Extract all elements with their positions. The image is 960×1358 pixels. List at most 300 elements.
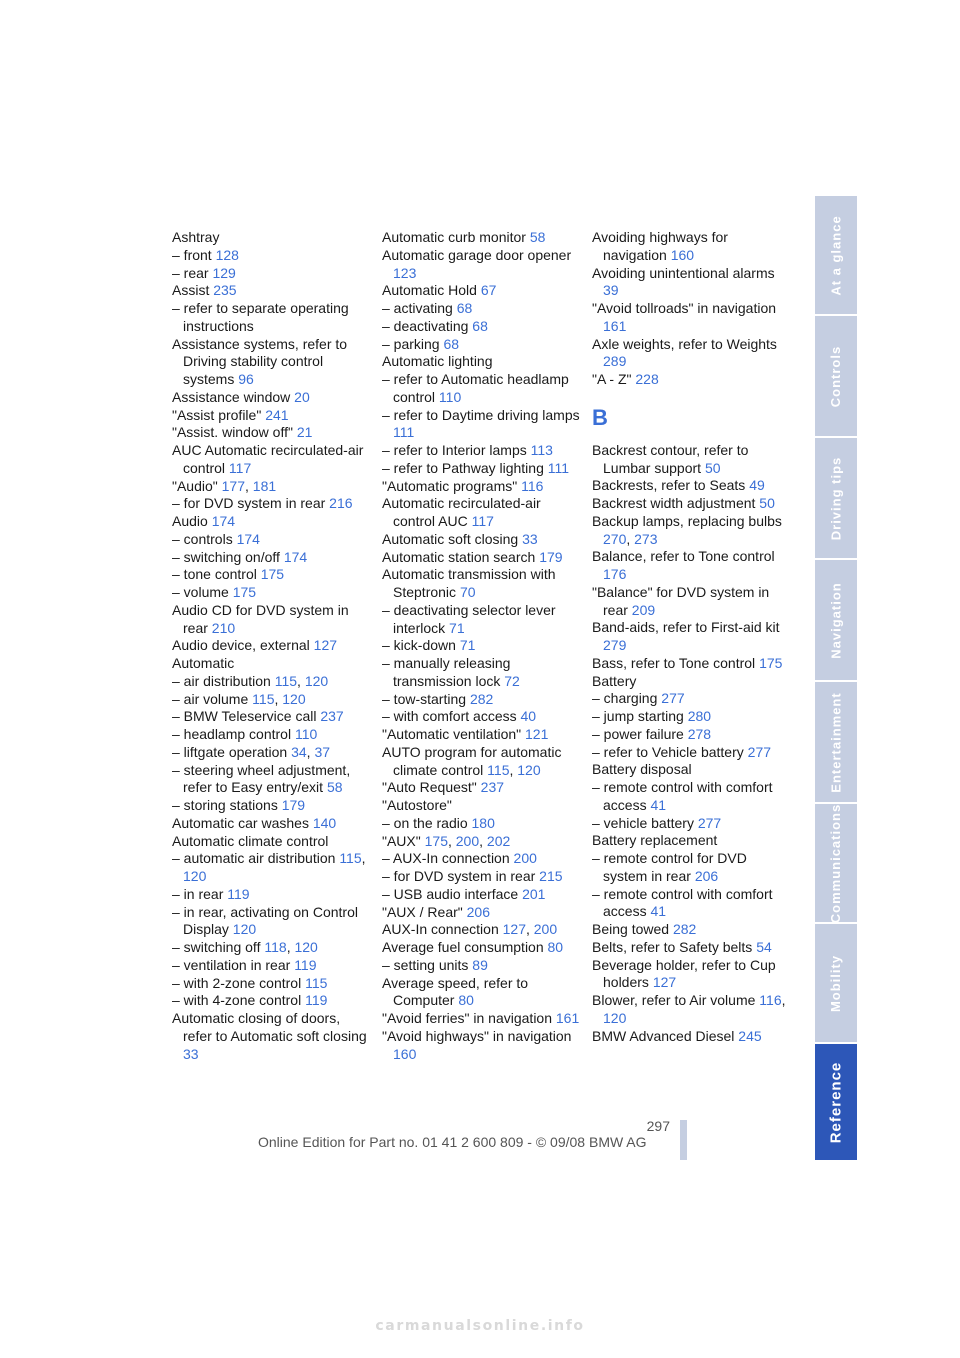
page-reference-link[interactable]: 33 [522,530,538,547]
index-entry [592,726,792,744]
page-reference-link[interactable]: 277 [661,690,685,707]
page-reference-link[interactable]: 200 [533,921,558,938]
page-reference-link[interactable]: 119 [305,992,328,1009]
page-reference-link[interactable]: 200 [455,832,480,849]
page-reference-link[interactable]: 119 [227,885,250,902]
index-entry-text: – refer to Pathway lighting [382,459,544,476]
index-entry [382,904,582,922]
page-reference-link[interactable]: 120 [232,921,257,938]
index-entry [382,318,582,336]
chapter-tab-label: Driving tips [828,456,844,540]
page-reference-link[interactable]: 127 [652,974,677,991]
index-entry [592,939,792,957]
index-entry [592,673,792,691]
index-entry-text: Assistance window [172,388,291,405]
page-reference-link[interactable]: 115 [339,850,362,867]
chapter-tab[interactable] [815,314,857,436]
index-entry [172,637,372,655]
page-reference-link[interactable]: 277 [747,743,772,760]
index-entry-text: Automatic station search [382,548,536,565]
index-entry: – automatic air distribution 115, 120 [172,850,366,884]
chapter-tab[interactable] [815,558,857,680]
page-reference-link[interactable]: 33 [183,1045,199,1062]
index-entry [592,371,792,389]
page-reference-link[interactable]: 176 [603,566,627,582]
index-entry-text: Backrest contour, refer to Lumbar support [592,441,749,476]
index-entry-text: "Audio" [172,477,218,494]
index-entry-text: – remote control with comfort access [592,779,773,813]
page-reference-link[interactable]: 58 [326,779,343,796]
page-reference-link[interactable]: 228 [635,371,659,387]
page-reference-link[interactable]: 119 [294,956,317,973]
index-entry-text: Battery disposal [592,761,692,778]
index-entry [172,265,372,283]
index-entry-text: Automatic garage door opener [382,246,572,263]
page-reference-link[interactable]: 50 [759,495,775,511]
index-entry [382,868,582,886]
index-entry [382,336,582,354]
index-entry [382,531,582,549]
index-entry-text: – refer to Automatic headlamp control [382,371,569,405]
index-entry-text: Balance, refer to Tone control [592,548,775,565]
index-entry: Backup lamps, replacing bulbs 270, 273 [592,512,782,547]
index-entry [592,336,792,372]
index-entry [172,726,372,744]
index-entry [592,779,792,815]
page-reference-link[interactable]: 179 [539,548,563,565]
index-entry [172,566,372,584]
page-reference-link[interactable]: 113 [530,442,553,458]
index-entry-text: – air volume [172,690,249,707]
page-reference-link[interactable]: 116 [759,992,782,1008]
index-entry [592,690,792,708]
index-entry-text: – refer to Daytime driving lamps [382,406,580,423]
page-reference-link[interactable]: 117 [471,513,494,529]
index-entry-text: – with 2-zone control [172,974,302,991]
index-entry [592,477,792,495]
index-entry-text: – activating [382,300,453,316]
page-reference-link[interactable]: 121 [525,726,549,742]
page-reference-link[interactable]: 127 [502,921,526,938]
index-entry-text: – switching off [172,939,261,955]
index-column-1 [172,229,372,1063]
page-reference-link[interactable]: 50 [704,459,721,476]
index-entry-text: Average speed, refer to Computer [382,974,529,1009]
index-entry-text: – BMW Teleservice call [172,708,317,725]
index-entry-text: Belts, refer to Safety belts [592,938,753,955]
index-entry-text: – switching on/off [172,548,280,565]
index-entry [172,815,372,833]
index-entry [382,566,582,602]
index-entry-text: – refer to Vehicle battery [592,743,744,760]
index-entry [172,531,372,549]
page-reference-link[interactable]: 160 [393,1045,417,1062]
page-reference-link[interactable]: 110 [294,726,318,742]
index-entry-text: Automatic transmission with Steptronic [382,566,556,600]
index-entry-text: Automatic lighting [382,353,493,370]
index-entry [172,513,372,531]
index-entry-text: Automatic Hold [382,282,477,299]
page-reference-link[interactable]: 54 [756,938,772,955]
index-entry-text: – AUX-In connection [382,850,510,867]
index-entry [592,229,792,265]
index-entry-text: "AUX" [382,832,421,849]
index-entry [592,300,792,336]
index-entry [382,708,582,726]
index-entry-text: Battery replacement [592,832,718,849]
index-entry [382,549,582,567]
page-reference-link[interactable]: 277 [697,814,722,831]
page-reference-link[interactable]: 127 [313,637,338,654]
page-reference-link[interactable]: 160 [670,246,695,263]
index-entry-text: "Automatic ventilation" [382,726,522,742]
page-reference-link[interactable]: 89 [472,956,488,973]
index-entry-text: – remote control with comfort access [592,885,773,920]
index-entry: – switching off 118, 120 [172,939,318,955]
page-reference-link[interactable]: 71 [449,619,465,636]
index-column-2 [382,229,582,1063]
page-reference-link[interactable]: 120 [304,672,329,689]
page-reference-link[interactable]: 68 [456,300,473,316]
page-reference-link[interactable]: 237 [480,779,505,796]
index-entry-text: Being towed [592,921,670,937]
page-reference-link[interactable]: 115 [487,761,510,778]
index-entry-text: "Avoid highways" in navigation [382,1027,572,1044]
index-entry-text: – steering wheel adjustment, refer to Easy entry/exit [172,761,351,796]
index-entry [172,247,372,265]
index-entry-text: "Autostore" [382,797,452,813]
chapter-tab[interactable] [815,680,857,802]
page-reference-link[interactable]: 111 [393,424,415,441]
index-entry-text: – in rear, activating on Control Display [172,903,358,938]
index-entry-text: Beverage holder, refer to Cup holders [592,956,776,991]
index-entry-text: Blower, refer to Air volume [592,992,756,1008]
index-entry-text: Bass, refer to Tone control [592,654,756,671]
chapter-tab[interactable] [815,922,857,1042]
index-entry [172,975,372,993]
index-entry-text: – jump starting [592,708,684,724]
chapter-tab-label: Communications [828,803,844,923]
footer-edition-note: Online Edition for Part no. 01 41 2 600 809 - © 09/08 BMW AG [258,1134,647,1150]
page-reference-link[interactable]: 120 [282,690,306,707]
index-entry [382,691,582,709]
index-entry-text: "Balance" for DVD system in rear [592,583,770,618]
index-entry [382,478,582,496]
page-reference-link[interactable]: 210 [211,619,236,636]
page-reference-link[interactable]: 201 [522,885,546,902]
page-reference-link[interactable]: 209 [631,601,656,618]
index-entry-text: – air distribution [172,672,271,689]
chapter-tab[interactable] [815,1042,857,1160]
chapter-tab[interactable] [815,802,857,922]
index-entry [592,957,792,993]
index-entry-text: "Auto Request" [382,779,477,796]
page-reference-link[interactable]: 270 [603,530,627,547]
page-reference-link[interactable]: 72 [504,672,520,689]
page-reference-link[interactable]: 67 [480,282,497,299]
page-reference-link[interactable]: 273 [634,530,658,547]
index-entry [382,353,582,371]
index-entry-text: AUX-In connection [382,921,499,938]
chapter-tab-label: Controls [828,345,844,407]
index-entry [592,265,792,301]
index-entry-text: Assistance systems, refer to Driving stability control systems [172,335,348,387]
index-entry-text: Automatic climate control [172,832,329,849]
index-entry-text: Axle weights, refer to Weights [592,335,777,352]
index-entry-text: "Assist. window off" [172,424,293,441]
index-entry [172,424,372,442]
index-entry [172,904,372,940]
index-entry [172,229,372,247]
index-entry-text: Backup lamps, replacing bulbs [592,512,782,529]
index-entry [382,975,582,1011]
index-entry [172,495,372,513]
index-entry-text: – controls [172,530,233,547]
page-reference-link[interactable]: 117 [228,459,252,476]
index-entry-text: Average fuel consumption [382,939,544,955]
index-entry-text: Automatic car washes [172,814,309,831]
page-reference-link[interactable]: 216 [329,495,353,512]
index-entry-text: – automatic air distribution [172,850,336,867]
index-entry-text: "Avoid tollroads" in navigation [592,300,777,316]
page-reference-link[interactable]: 20 [294,388,310,405]
index-entry [592,495,792,513]
index-entry-text: – rear [172,264,209,281]
index-entry-text: – volume [172,584,229,600]
index-entry-text: – for DVD system in rear [382,868,536,884]
index-entry-text: – charging [592,690,658,707]
index-entry [382,460,582,478]
page-reference-link[interactable]: 174 [236,530,260,547]
index-entry-text: AUTO program for automatic climate control [382,743,562,778]
index-entry [172,407,372,425]
page-reference-link[interactable]: 120 [517,761,541,778]
page-reference-link[interactable]: 140 [312,814,337,831]
index-entry [382,726,582,744]
index-entry: – air volume 115, 120 [172,690,306,707]
page-reference-link[interactable]: 120 [603,1009,627,1026]
page-reference-link[interactable]: 241 [265,406,289,423]
page-reference-link[interactable]: 80 [458,992,474,1009]
index-entry-text: – headlamp control [172,726,292,742]
index-entry-text: "Assist profile" [172,406,262,423]
watermark: carmanualsonline.info [375,1318,585,1334]
index-entry [382,602,582,638]
index-entry [382,655,582,691]
page-reference-link[interactable]: 175 [759,654,783,671]
index-entry [172,992,372,1010]
page-reference-link[interactable]: 175 [424,832,448,849]
index-entry [592,850,792,886]
index-entry [172,797,372,815]
index-entry-text: – liftgate operation [172,743,288,760]
index-entry [382,407,582,443]
page-reference-link[interactable]: 115 [252,690,275,707]
index-entry-text: Audio device, external [172,637,310,654]
index-entry [172,300,372,336]
index-entry [592,832,792,850]
page-number-bar [680,1120,687,1160]
index-entry [382,495,582,531]
page-reference-link[interactable]: 282 [469,690,494,707]
page-reference-link[interactable]: 115 [274,672,298,689]
page-reference-link[interactable]: 118 [264,939,287,955]
page-reference-link[interactable]: 116 [521,477,544,494]
page-reference-link[interactable]: 49 [749,477,765,494]
index-entry-text: – on the radio [382,814,468,831]
page-reference-link[interactable]: 206 [694,867,719,884]
page-reference-link[interactable]: 235 [213,282,237,299]
index-entry [382,779,582,797]
index-entry [172,584,372,602]
index-entry [592,886,792,922]
page-reference-link[interactable]: 68 [443,335,460,352]
index-entry-text: AUC Automatic recirculated-air control [172,442,364,476]
page-reference-link[interactable]: 278 [687,725,712,742]
chapter-tabs [815,196,857,1160]
index-entry [382,1010,582,1028]
page-reference-link[interactable]: 129 [212,264,236,281]
page-reference-link[interactable]: 282 [672,921,697,937]
index-entry [592,1028,792,1046]
page-reference-link[interactable]: 180 [471,814,495,831]
index-entry [592,619,792,655]
page-number: 297 [646,1118,670,1134]
page-reference-link[interactable]: 58 [529,229,546,245]
section-letter: B [592,404,608,430]
page-reference-link[interactable]: 279 [603,637,627,653]
index-entry-text: Automatic curb monitor [382,229,526,245]
page-reference-link[interactable]: 110 [438,388,462,405]
page-reference-link[interactable]: 120 [294,939,318,955]
index-entry [382,850,582,868]
page-reference-link[interactable]: 175 [232,584,257,600]
index-entry-text: Automatic closing of doors, refer to Automatic soft closing [172,1010,367,1044]
index-entry [172,389,372,407]
index-entry: – air distribution 115, 120 [172,672,329,689]
index-entry-text: Backrest width adjustment [592,495,756,511]
page-reference-link[interactable]: 21 [296,424,313,441]
index-entry-text: – deactivating [382,317,469,334]
page-reference-link[interactable]: 174 [211,513,236,529]
page-reference-link[interactable]: 237 [320,708,344,725]
page-reference-link[interactable]: 41 [650,903,667,920]
index-entry-text: – for DVD system in rear [172,495,326,512]
index-entry-text: Backrests, refer to Seats [592,477,746,494]
index-entry: "AUX" 175, 200, 202 [382,832,511,849]
index-entry-text: "A - Z" [592,371,632,387]
page-reference-link[interactable]: 70 [459,584,476,600]
index-entry: "Audio" 177, 181 [172,477,277,494]
index-entry [172,762,372,798]
index-entry [172,655,372,673]
page-reference-link[interactable]: 206 [466,903,490,920]
index-entry-text: – ventilation in rear [172,956,291,973]
index-entry [172,886,372,904]
page-reference-link[interactable]: 245 [738,1027,762,1044]
page-reference-link[interactable]: 68 [472,317,488,334]
index-entry-text: Audio [172,513,208,529]
index-entry [172,549,372,567]
page-reference-link[interactable]: 123 [393,264,417,281]
page-reference-link[interactable]: 34 [291,743,307,760]
page-reference-link[interactable]: 96 [238,371,254,387]
index-entry-text: – USB audio interface [382,885,519,902]
index-entry-text: – with 4-zone control [172,992,302,1009]
index-entry-text: – vehicle battery [592,814,694,831]
page-reference-link[interactable]: 37 [314,743,331,760]
index-entry-text: – parking [382,335,440,352]
index-entry-text: "AUX / Rear" [382,903,463,920]
page-reference-link[interactable]: 80 [547,939,564,955]
index-entry-text: Avoiding highways for navigation [592,229,728,263]
index-entry [592,584,792,620]
page-reference-link[interactable]: 177 [221,477,245,494]
chapter-tab[interactable] [815,196,857,314]
page-reference-link[interactable]: 200 [513,850,537,867]
index-entry: AUX-In connection 127, 200 [382,921,558,938]
page-reference-link[interactable]: 215 [539,868,563,884]
index-entry [382,282,582,300]
index-entry [382,229,582,247]
page-reference-link[interactable]: 181 [252,477,277,494]
index-entry [172,1010,372,1063]
page-reference-link[interactable]: 111 [547,459,570,476]
index-entry [172,602,372,638]
chapter-tab[interactable] [815,436,857,558]
index-entry-text: Assist [172,282,210,299]
index-entry [382,442,582,460]
page-reference-link[interactable]: 40 [520,708,537,725]
page-reference-link[interactable]: 175 [260,566,285,583]
index-entry [172,336,372,389]
index-entry [382,637,582,655]
page-reference-link[interactable]: 202 [486,832,511,849]
index-entry-text: – tone control [172,566,257,583]
page-reference-link[interactable]: 120 [183,868,207,884]
page-reference-link[interactable]: 39 [603,282,619,299]
index-entry-text: – tow-starting [382,690,467,707]
index-entry [172,442,372,478]
index-entry [382,886,582,904]
index-entry-text: – remote control for DVD system in rear [592,850,747,884]
index-entry-text: Audio CD for DVD system in rear [172,601,349,636]
index-entry-text: BMW Advanced Diesel [592,1027,735,1044]
index-entry [592,548,792,584]
index-entry-text: Automatic soft closing [382,530,519,547]
index-entry-text: – in rear [172,885,224,902]
page-reference-link[interactable]: 128 [215,246,239,263]
page-reference-link[interactable]: 174 [283,548,308,565]
index-entry-text: – front [172,246,212,263]
page-reference-link[interactable]: 115 [305,974,328,991]
page-reference-link[interactable]: 289 [603,353,627,370]
index-entry [172,282,372,300]
page-reference-link[interactable]: 41 [650,796,667,813]
index-entry [382,1028,582,1064]
index-entry [382,300,582,318]
index-entry [172,833,372,851]
page-reference-link[interactable]: 161 [603,317,627,334]
index-entry: AUTO program for automatic climate control 115, 120 [382,743,562,778]
index-entry [592,921,792,939]
index-entry-text: "Automatic programs" [382,477,518,494]
page-reference-link[interactable]: 161 [555,1010,580,1026]
page-reference-link[interactable]: 280 [687,708,712,724]
page-reference-link[interactable]: 179 [281,797,306,813]
index-entry [382,939,582,957]
page-reference-link[interactable]: 71 [459,637,476,654]
